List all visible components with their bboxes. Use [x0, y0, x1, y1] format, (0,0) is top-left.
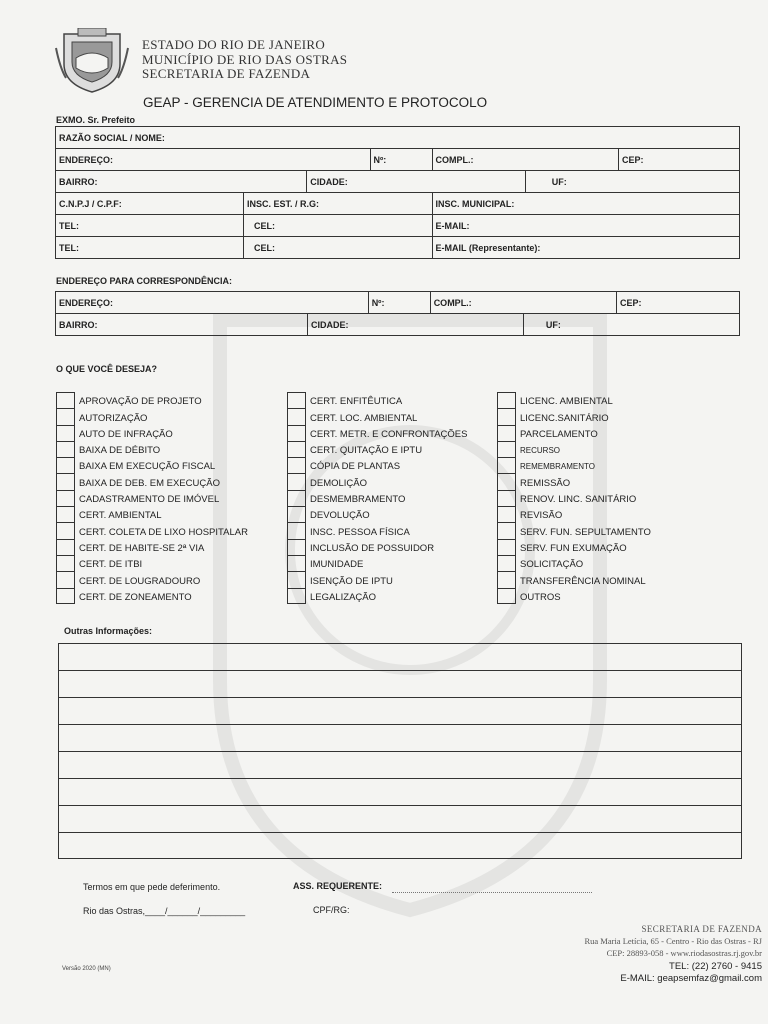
option-item[interactable]: RECURSO [497, 441, 651, 457]
option-item[interactable]: CERT. DE ZONEAMENTO [56, 588, 248, 604]
signature-label: ASS. REQUERENTE: [293, 881, 383, 891]
corr-compl-field[interactable]: COMPL.: [430, 292, 616, 314]
tel-2-field[interactable]: TEL: [56, 237, 244, 259]
option-item[interactable]: DESMEMBRAMENTO [287, 490, 467, 506]
option-item[interactable]: LICENC. AMBIENTAL [497, 392, 651, 408]
page-title: GEAP - GERENCIA DE ATENDIMENTO E PROTOCOLO [143, 95, 488, 110]
option-item[interactable]: REMEMBRAMENTO [497, 457, 651, 473]
correspondence-heading: ENDEREÇO PARA CORRESPONDÊNCIA: [56, 276, 233, 286]
uf-field[interactable]: UF: [525, 171, 739, 193]
compl-field[interactable]: COMPL.: [432, 149, 619, 171]
correspondence-form [55, 291, 740, 336]
checkbox[interactable] [287, 473, 306, 489]
option-item[interactable]: CERT. DE HABITE-SE 2ª VIA [56, 539, 248, 555]
date-line[interactable]: Rio das Ostras,____/______/_________ [83, 906, 246, 916]
option-item[interactable]: IMUNIDADE [287, 555, 467, 571]
cnpj-field[interactable]: C.N.P.J / C.P.F: [56, 193, 244, 215]
options-column-3 [497, 392, 651, 604]
corr-numero-field[interactable]: Nº: [368, 292, 430, 314]
email-representante-field[interactable]: E-MAIL (Representante): [432, 237, 740, 259]
corr-endereco-field[interactable]: ENDEREÇO: [56, 292, 369, 314]
cep-field[interactable]: CEP: [619, 149, 740, 171]
checkbox[interactable] [56, 588, 75, 604]
option-item[interactable]: SERV. FUN EXUMAÇÃO [497, 539, 651, 555]
checkbox[interactable] [287, 506, 306, 522]
checkbox[interactable] [287, 457, 306, 473]
checkbox[interactable] [497, 408, 516, 424]
question-heading: O QUE VOCÊ DESEJA? [56, 364, 158, 374]
checkbox[interactable] [497, 539, 516, 555]
termos-text: Termos em que pede deferimento. [83, 882, 221, 892]
options-column-2 [287, 392, 467, 604]
corr-bairro-field[interactable]: BAIRRO: [56, 314, 308, 336]
option-item[interactable]: CERT. DE ITBI [56, 555, 248, 571]
option-item[interactable]: SERV. FUN. SEPULTAMENTO [497, 522, 651, 538]
option-item[interactable]: CERT. METR. E CONFRONTAÇÕES [287, 425, 467, 441]
checkbox[interactable] [287, 555, 306, 571]
tel-field[interactable]: TEL: [56, 215, 244, 237]
version-text: Versão 2020 (MN) [62, 966, 111, 972]
option-item[interactable]: LEGALIZAÇÃO [287, 588, 467, 604]
contact-tel: TEL: (22) 2760 - 9415 [669, 961, 762, 972]
checkbox[interactable] [56, 571, 75, 587]
cpf-label: CPF/RG: [313, 905, 350, 915]
checkbox[interactable] [287, 408, 306, 424]
option-item[interactable]: REMISSÃO [497, 473, 651, 489]
checkbox[interactable] [287, 588, 306, 604]
option-item[interactable]: REVISÃO [497, 506, 651, 522]
checkbox[interactable] [497, 588, 516, 604]
checkbox[interactable] [287, 441, 306, 457]
option-item[interactable]: CERT. DE LOUGRADOURO [56, 571, 248, 587]
option-item[interactable]: CERT. COLETA DE LIXO HOSPITALAR [56, 522, 248, 538]
checkbox[interactable] [56, 522, 75, 538]
option-item[interactable]: TRANSFERÊNCIA NOMINAL [497, 571, 651, 587]
checkbox[interactable] [497, 506, 516, 522]
checkbox[interactable] [56, 555, 75, 571]
header-state: ESTADO DO RIO DE JANEIRO [142, 37, 326, 52]
checkbox[interactable] [497, 473, 516, 489]
signature-line[interactable] [392, 892, 592, 893]
checkbox[interactable] [497, 571, 516, 587]
cidade-field[interactable]: CIDADE: [307, 171, 525, 193]
checkbox[interactable] [497, 441, 516, 457]
bairro-field[interactable]: BAIRRO: [56, 171, 307, 193]
checkbox[interactable] [56, 473, 75, 489]
option-item[interactable]: INCLUSÃO DE POSSUIDOR [287, 539, 467, 555]
checkbox[interactable] [497, 425, 516, 441]
numero-field[interactable]: Nº: [370, 149, 432, 171]
checkbox[interactable] [287, 522, 306, 538]
insc-municipal-field[interactable]: INSC. MUNICIPAL: [432, 193, 740, 215]
checkbox[interactable] [497, 490, 516, 506]
checkbox[interactable] [56, 408, 75, 424]
checkbox[interactable] [56, 441, 75, 457]
option-item[interactable]: ISENÇÃO DE IPTU [287, 571, 467, 587]
option-item[interactable]: OUTROS [497, 588, 651, 604]
corr-cep-field[interactable]: CEP: [617, 292, 740, 314]
option-item[interactable]: BAIXA DE DÉBITO [56, 441, 248, 457]
option-item[interactable]: AUTO DE INFRAÇÃO [56, 425, 248, 441]
option-item[interactable]: DEMOLIÇÃO [287, 473, 467, 489]
option-item[interactable]: CERT. AMBIENTAL [56, 506, 248, 522]
email-field[interactable]: E-MAIL: [432, 215, 740, 237]
insc-est-field[interactable]: INSC. EST. / R.G: [244, 193, 433, 215]
checkbox[interactable] [56, 490, 75, 506]
checkbox[interactable] [56, 539, 75, 555]
checkbox[interactable] [287, 425, 306, 441]
cel-field[interactable]: CEL: [244, 215, 433, 237]
option-item[interactable]: SOLICITAÇÃO [497, 555, 651, 571]
option-item[interactable]: LICENC.SANITÁRIO [497, 408, 651, 424]
option-item[interactable]: AUTORIZAÇÃO [56, 408, 248, 424]
header-secretariat: SECRETARIA DE FAZENDA [142, 66, 311, 81]
razao-social-field[interactable]: RAZÃO SOCIAL / NOME: [56, 127, 740, 149]
option-item[interactable]: CERT. ENFITÊUTICA [287, 392, 467, 408]
option-item[interactable]: PARCELAMENTO [497, 425, 651, 441]
option-item[interactable]: DEVOLUÇÃO [287, 506, 467, 522]
applicant-form [55, 126, 740, 259]
option-item[interactable]: APROVAÇÃO DE PROJETO [56, 392, 248, 408]
corr-cidade-field[interactable]: CIDADE: [308, 314, 524, 336]
checkbox[interactable] [56, 392, 75, 408]
address-street: Rua Maria Letícia, 65 - Centro - Rio das Ostras - RJ [584, 936, 762, 946]
header-municipality: MUNICÍPIO DE RIO DAS OSTRAS [142, 52, 348, 67]
checkbox[interactable] [56, 506, 75, 522]
other-info-textarea[interactable] [58, 643, 742, 859]
contact-email: E-MAIL: geapsemfaz@gmail.com [620, 973, 762, 984]
option-item[interactable]: RENOV. LINC. SANITÁRIO [497, 490, 651, 506]
cel-2-field[interactable]: CEL: [244, 237, 433, 259]
checkbox[interactable] [56, 425, 75, 441]
checkbox[interactable] [287, 490, 306, 506]
endereco-field[interactable]: ENDEREÇO: [56, 149, 371, 171]
coat-of-arms-icon [54, 28, 130, 94]
other-info-label: Outras Informações: [64, 626, 153, 636]
option-item[interactable]: BAIXA DE DEB. EM EXECUÇÃO [56, 473, 248, 489]
address-cep: CEP: 28893-058 - www.riodasostras.rj.gov.br [606, 948, 762, 958]
checkbox[interactable] [56, 457, 75, 473]
option-item[interactable]: CADASTRAMENTO DE IMÓVEL [56, 490, 248, 506]
checkbox[interactable] [497, 522, 516, 538]
corr-uf-field[interactable]: UF: [523, 314, 739, 336]
option-item[interactable]: CÓPIA DE PLANTAS [287, 457, 467, 473]
checkbox[interactable] [287, 539, 306, 555]
checkbox[interactable] [497, 457, 516, 473]
checkbox[interactable] [497, 555, 516, 571]
options-column-1 [56, 392, 248, 604]
address-secretariat: SECRETARIA DE FAZENDA [641, 924, 762, 934]
option-item[interactable]: BAIXA EM EXECUÇÃO FISCAL [56, 457, 248, 473]
salutation: EXMO. Sr. Prefeito [56, 115, 136, 125]
checkbox[interactable] [497, 392, 516, 408]
checkbox[interactable] [287, 571, 306, 587]
option-item[interactable]: CERT. QUITAÇÃO E IPTU [287, 441, 467, 457]
option-item[interactable]: INSC. PESSOA FÍSICA [287, 522, 467, 538]
option-item[interactable]: CERT. LOC. AMBIENTAL [287, 408, 467, 424]
checkbox[interactable] [287, 392, 306, 408]
